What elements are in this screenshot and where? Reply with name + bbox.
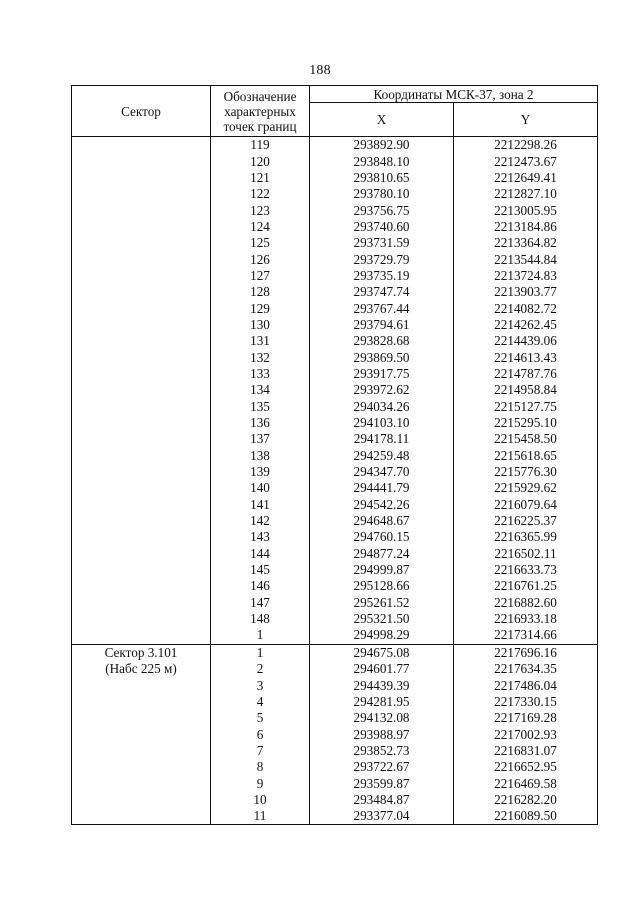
y-cell: 2217314.66 bbox=[454, 627, 598, 644]
y-cell: 2215776.30 bbox=[454, 464, 598, 480]
point-cell: 122 bbox=[211, 186, 310, 202]
point-cell: 138 bbox=[211, 448, 310, 464]
point-cell: 148 bbox=[211, 611, 310, 627]
y-cell: 2214082.72 bbox=[454, 300, 598, 316]
y-cell: 2214439.06 bbox=[454, 333, 598, 349]
point-cell: 4 bbox=[211, 694, 310, 710]
point-cell: 1 bbox=[211, 627, 310, 644]
x-cell: 294439.39 bbox=[310, 677, 454, 693]
point-cell: 128 bbox=[211, 284, 310, 300]
y-cell: 2213184.86 bbox=[454, 219, 598, 235]
x-cell: 293599.87 bbox=[310, 775, 454, 791]
point-cell: 146 bbox=[211, 578, 310, 594]
y-cell: 2216079.64 bbox=[454, 497, 598, 513]
x-cell: 293794.61 bbox=[310, 317, 454, 333]
point-cell: 7 bbox=[211, 743, 310, 759]
point-cell: 126 bbox=[211, 251, 310, 267]
point-cell: 132 bbox=[211, 349, 310, 365]
point-cell: 131 bbox=[211, 333, 310, 349]
point-cell: 140 bbox=[211, 480, 310, 496]
point-cell: 130 bbox=[211, 317, 310, 333]
point-cell: 143 bbox=[211, 529, 310, 545]
y-cell: 2216225.37 bbox=[454, 513, 598, 529]
x-cell: 294103.10 bbox=[310, 415, 454, 431]
x-cell: 293988.97 bbox=[310, 726, 454, 742]
y-cell: 2214958.84 bbox=[454, 382, 598, 398]
header-point-line1: Обозначение bbox=[223, 88, 297, 104]
point-cell: 119 bbox=[211, 137, 310, 154]
x-cell: 294034.26 bbox=[310, 399, 454, 415]
point-cell: 6 bbox=[211, 726, 310, 742]
point-cell: 137 bbox=[211, 431, 310, 447]
header-x: X bbox=[310, 103, 454, 137]
x-cell: 294877.24 bbox=[310, 546, 454, 562]
x-cell: 293767.44 bbox=[310, 300, 454, 316]
x-cell: 293780.10 bbox=[310, 186, 454, 202]
x-cell: 295128.66 bbox=[310, 578, 454, 594]
x-cell: 293810.65 bbox=[310, 170, 454, 186]
x-cell: 294999.87 bbox=[310, 562, 454, 578]
y-cell: 2216502.11 bbox=[454, 546, 598, 562]
header-y: Y bbox=[454, 103, 598, 137]
x-cell: 293756.75 bbox=[310, 202, 454, 218]
x-cell: 293735.19 bbox=[310, 268, 454, 284]
x-cell: 293828.68 bbox=[310, 333, 454, 349]
x-cell: 294648.67 bbox=[310, 513, 454, 529]
x-cell: 295261.52 bbox=[310, 595, 454, 611]
sector-height: (Набс 225 м) bbox=[105, 660, 177, 676]
y-cell: 2213544.84 bbox=[454, 251, 598, 267]
y-cell: 2213903.77 bbox=[454, 284, 598, 300]
point-cell: 11 bbox=[211, 808, 310, 825]
x-cell: 293729.79 bbox=[310, 251, 454, 267]
x-cell: 294178.11 bbox=[310, 431, 454, 447]
y-cell: 2212473.67 bbox=[454, 153, 598, 169]
header-coords-title: Координаты МСК-37, зона 2 bbox=[310, 86, 598, 103]
coordinates-table bbox=[71, 85, 598, 825]
point-cell: 123 bbox=[211, 202, 310, 218]
point-cell: 129 bbox=[211, 300, 310, 316]
y-cell: 2215127.75 bbox=[454, 399, 598, 415]
y-cell: 2217696.16 bbox=[454, 644, 598, 661]
header-point bbox=[211, 86, 310, 137]
y-cell: 2212298.26 bbox=[454, 137, 598, 154]
x-cell: 293484.87 bbox=[310, 792, 454, 808]
y-cell: 2216365.99 bbox=[454, 529, 598, 545]
point-cell: 5 bbox=[211, 710, 310, 726]
x-cell: 293852.73 bbox=[310, 743, 454, 759]
point-cell: 142 bbox=[211, 513, 310, 529]
page-number: 188 bbox=[309, 63, 331, 78]
y-cell: 2216282.20 bbox=[454, 792, 598, 808]
y-cell: 2217169.28 bbox=[454, 710, 598, 726]
x-cell: 294281.95 bbox=[310, 694, 454, 710]
point-cell: 121 bbox=[211, 170, 310, 186]
point-cell: 133 bbox=[211, 366, 310, 382]
header-point-line3: точек границ bbox=[223, 118, 297, 134]
x-cell: 293377.04 bbox=[310, 808, 454, 825]
y-cell: 2216933.18 bbox=[454, 611, 598, 627]
y-cell: 2213005.95 bbox=[454, 202, 598, 218]
point-cell: 147 bbox=[211, 595, 310, 611]
x-cell: 294760.15 bbox=[310, 529, 454, 545]
point-cell: 139 bbox=[211, 464, 310, 480]
y-cell: 2217634.35 bbox=[454, 661, 598, 677]
y-cell: 2214787.76 bbox=[454, 366, 598, 382]
x-cell: 293731.59 bbox=[310, 235, 454, 251]
y-cell: 2216089.50 bbox=[454, 808, 598, 825]
y-cell: 2217330.15 bbox=[454, 694, 598, 710]
y-cell: 2213364.82 bbox=[454, 235, 598, 251]
y-cell: 2216831.07 bbox=[454, 743, 598, 759]
x-cell: 294259.48 bbox=[310, 448, 454, 464]
point-cell: 120 bbox=[211, 153, 310, 169]
x-cell: 294601.77 bbox=[310, 661, 454, 677]
x-cell: 293740.60 bbox=[310, 219, 454, 235]
x-cell: 294441.79 bbox=[310, 480, 454, 496]
y-cell: 2216469.58 bbox=[454, 775, 598, 791]
point-cell: 1 bbox=[211, 644, 310, 661]
y-cell: 2212649.41 bbox=[454, 170, 598, 186]
x-cell: 293917.75 bbox=[310, 366, 454, 382]
x-cell: 294998.29 bbox=[310, 627, 454, 644]
table-header bbox=[72, 86, 598, 137]
sector-cell bbox=[72, 644, 211, 825]
y-cell: 2217002.93 bbox=[454, 726, 598, 742]
y-cell: 2213724.83 bbox=[454, 268, 598, 284]
point-cell: 141 bbox=[211, 497, 310, 513]
x-cell: 294542.26 bbox=[310, 497, 454, 513]
x-cell: 294132.08 bbox=[310, 710, 454, 726]
point-cell: 8 bbox=[211, 759, 310, 775]
table-body bbox=[72, 137, 598, 825]
point-cell: 136 bbox=[211, 415, 310, 431]
x-cell: 293892.90 bbox=[310, 137, 454, 154]
y-cell: 2216633.73 bbox=[454, 562, 598, 578]
x-cell: 294675.08 bbox=[310, 644, 454, 661]
header-sector: Сектор bbox=[72, 86, 211, 137]
point-cell: 125 bbox=[211, 235, 310, 251]
y-cell: 2216882.60 bbox=[454, 595, 598, 611]
sector-cell bbox=[72, 137, 211, 645]
x-cell: 295321.50 bbox=[310, 611, 454, 627]
x-cell: 293747.74 bbox=[310, 284, 454, 300]
y-cell: 2215295.10 bbox=[454, 415, 598, 431]
point-cell: 10 bbox=[211, 792, 310, 808]
point-cell: 134 bbox=[211, 382, 310, 398]
table-row bbox=[72, 137, 598, 154]
y-cell: 2215929.62 bbox=[454, 480, 598, 496]
table-row bbox=[72, 644, 598, 661]
x-cell: 293869.50 bbox=[310, 349, 454, 365]
point-cell: 144 bbox=[211, 546, 310, 562]
x-cell: 294347.70 bbox=[310, 464, 454, 480]
y-cell: 2215458.50 bbox=[454, 431, 598, 447]
point-cell: 135 bbox=[211, 399, 310, 415]
y-cell: 2217486.04 bbox=[454, 677, 598, 693]
y-cell: 2214613.43 bbox=[454, 349, 598, 365]
point-cell: 2 bbox=[211, 661, 310, 677]
point-cell: 145 bbox=[211, 562, 310, 578]
sector-name: Сектор 3.101 bbox=[104, 644, 178, 660]
y-cell: 2215618.65 bbox=[454, 448, 598, 464]
point-cell: 124 bbox=[211, 219, 310, 235]
point-cell: 127 bbox=[211, 268, 310, 284]
header-point-line2: характерных bbox=[224, 103, 296, 119]
y-cell: 2216652.95 bbox=[454, 759, 598, 775]
y-cell: 2216761.25 bbox=[454, 578, 598, 594]
y-cell: 2212827.10 bbox=[454, 186, 598, 202]
point-cell: 3 bbox=[211, 677, 310, 693]
x-cell: 293848.10 bbox=[310, 153, 454, 169]
y-cell: 2214262.45 bbox=[454, 317, 598, 333]
x-cell: 293972.62 bbox=[310, 382, 454, 398]
x-cell: 293722.67 bbox=[310, 759, 454, 775]
point-cell: 9 bbox=[211, 775, 310, 791]
